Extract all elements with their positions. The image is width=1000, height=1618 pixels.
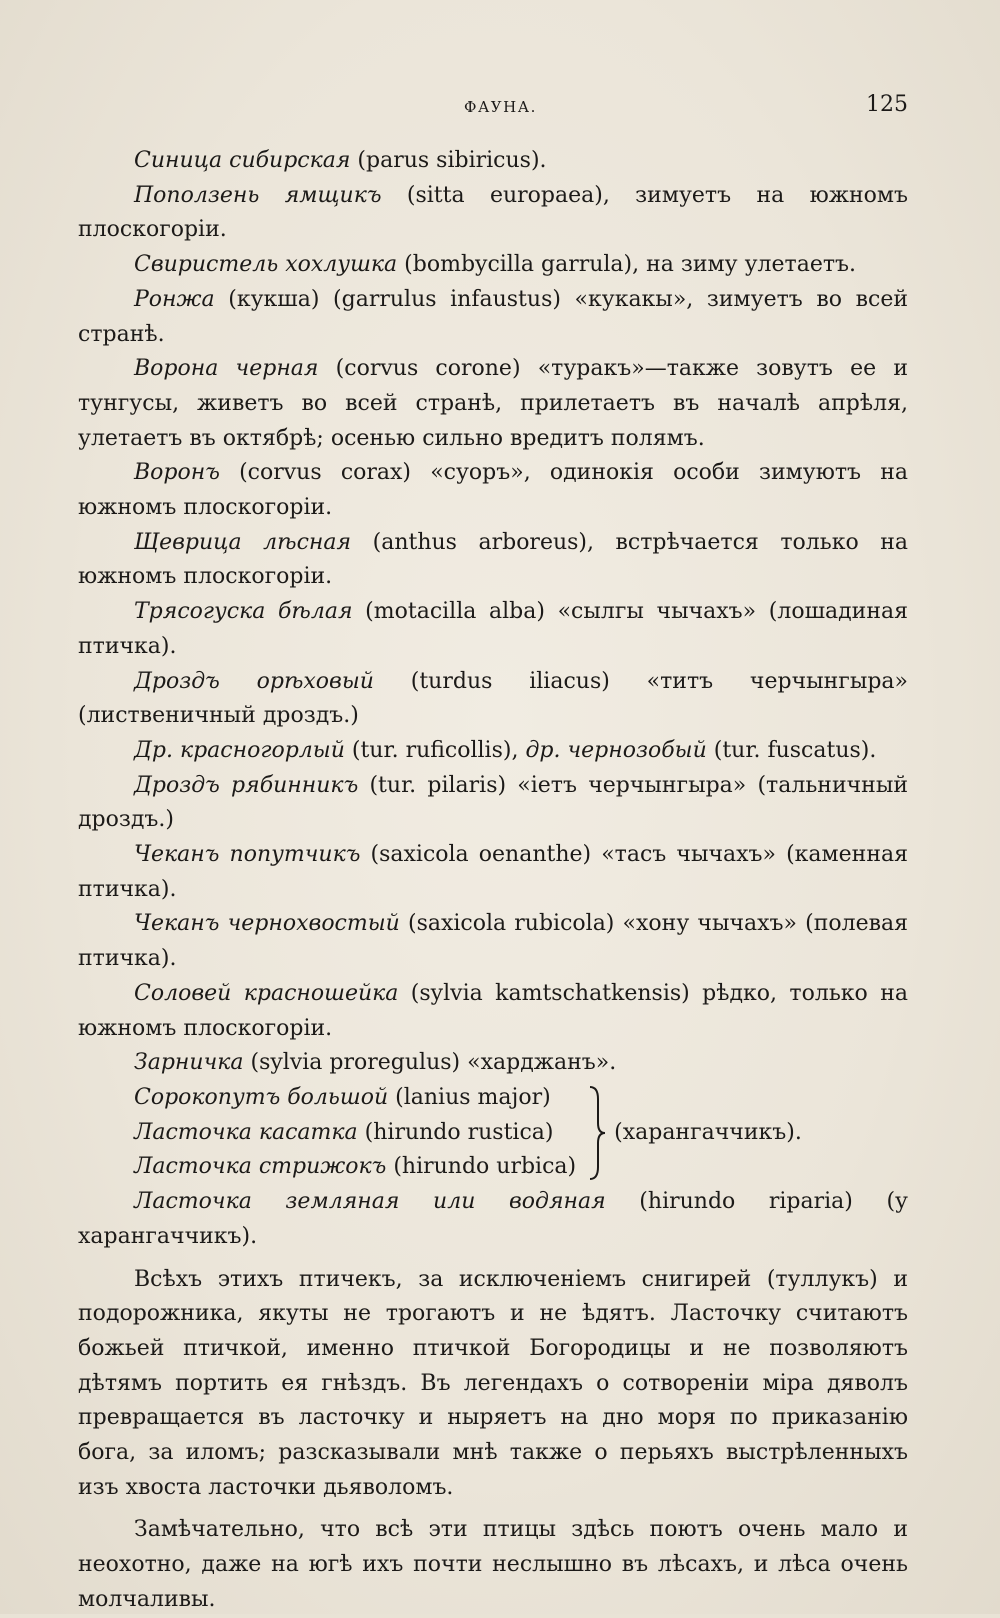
species-name: Дроздъ орѣховый xyxy=(134,668,374,694)
species-name: Воронъ xyxy=(134,460,220,486)
entry xyxy=(78,977,908,1046)
braced-group xyxy=(134,1081,908,1185)
species-name: Ласточка земляная или водяная xyxy=(134,1189,606,1215)
species-desc: (sylvia proregulus) «харджанъ». xyxy=(243,1050,617,1076)
species-desc: (hirundo rustica) xyxy=(357,1119,554,1145)
species-name: Др. красногорлый xyxy=(134,737,345,763)
species-desc: (corvus corone) «туракъ»—также зовутъ ее и тунгусы, живетъ во всей странѣ, прилетаетъ въ началѣ апрѣля, улетаетъ въ октябрѣ; осенью сильно вредитъ полямъ. xyxy=(78,356,908,451)
entry xyxy=(78,665,908,734)
species-desc: (corvus corax) «суоръ», одинокія особи зимуютъ на южномъ плоскогоріи. xyxy=(78,460,908,521)
braced-lines xyxy=(134,1081,576,1185)
species-name: Щеврица лѣсная xyxy=(134,529,352,555)
species-desc: (bombycilla garrula), на зиму улетаетъ. xyxy=(397,252,857,278)
species-name: Ронжа xyxy=(134,286,215,312)
entry xyxy=(134,1081,576,1116)
species-name: Ласточка стрижокъ xyxy=(134,1154,387,1180)
species-desc: (saxicola rubicola) «хону чычахъ» (полевая птичка). xyxy=(78,911,909,972)
entry xyxy=(78,144,908,179)
page-header xyxy=(78,92,908,122)
species-name: Зарничка xyxy=(134,1050,244,1076)
species-desc: (sylvia kamtschatkensis) рѣдко, только на южномъ плоскогоріи. xyxy=(78,980,908,1041)
species-name: Сорокопутъ большой xyxy=(134,1084,389,1110)
entry xyxy=(78,1185,908,1254)
species-name: Чеканъ чернохвостый xyxy=(134,911,400,937)
entry xyxy=(78,179,908,248)
species-name: Синица сибирская xyxy=(134,148,351,173)
paragraph: Всѣхъ этихъ птичекъ, за исключеніемъ снигирей (туллукъ) и подорожника, якуты не трогаютъ и не ѣдятъ. Ласточку считаютъ божьей птичкой, именно птичкой Богородицы и не позволяютъ дѣтямъ портить ея гнѣздъ. Въ легендахъ о сотвореніи міра дяволъ превращается въ ласточку и ныряетъ на дно моря по приказанію бога, за иломъ; разсказывали мнѣ также о перьяхъ выстрѣленныхъ изъ хвоста ласточки дьяволомъ. xyxy=(78,1266,908,1500)
entry xyxy=(78,526,908,595)
species-name: Ласточка касатка xyxy=(134,1119,358,1145)
entry xyxy=(78,769,908,838)
entry xyxy=(134,1116,576,1151)
species-desc: (lanius major) xyxy=(388,1084,551,1110)
species-name: Трясогуска бѣлая xyxy=(134,599,353,625)
group-note: (харангаччикъ). xyxy=(614,1119,802,1145)
entry xyxy=(78,907,908,976)
species-desc: (anthus arboreus), встрѣчается только на южномъ плоскогоріи. xyxy=(78,529,908,590)
running-title: ФАУНА. xyxy=(464,98,537,116)
species-name: др. чернозобый xyxy=(525,737,707,763)
entry xyxy=(78,1046,908,1081)
entry xyxy=(78,283,908,352)
species-desc: (hirundo urbica) xyxy=(386,1154,577,1180)
species-name: Свиристель хохлушка xyxy=(134,252,398,278)
page-number: 125 xyxy=(866,92,908,117)
species-desc: (parus sibiricus). xyxy=(350,148,547,173)
species-name: Чеканъ попутчикъ xyxy=(134,842,361,868)
species-desc: (tur. pilaris) «іетъ черчынгыра» (тальничный дроздъ.) xyxy=(78,772,909,833)
species-desc: (tur. fuscatus). xyxy=(706,737,877,763)
entry xyxy=(78,595,908,664)
paragraph: Замѣчательно, что всѣ эти птицы здѣсь поютъ очень мало и неохотно, даже на югѣ ихъ почти неслышно въ лѣсахъ, и лѣса очень молчаливы. xyxy=(78,1517,908,1612)
species-desc: (tur. ruficollis), xyxy=(344,737,526,763)
species-desc: (motacilla alba) «сылгы чычахъ» (лошадиная птичка). xyxy=(78,599,909,659)
entry xyxy=(78,456,908,525)
entry xyxy=(78,838,908,907)
species-name: Дроздъ рябинникъ xyxy=(134,772,359,798)
entry xyxy=(78,248,908,283)
body-text xyxy=(78,144,908,1618)
species-desc: (кукша) (garrulus infaustus) «кукакы», зимуетъ во всей странѣ. xyxy=(78,286,908,347)
entry xyxy=(134,1150,576,1185)
species-desc: (turdus iliacus) «титъ черчынгыра» (лиственичный дроздъ.) xyxy=(78,668,908,729)
entry xyxy=(78,352,908,456)
right-brace-icon xyxy=(584,1085,610,1181)
species-name: Ворона черная xyxy=(134,356,319,382)
entry xyxy=(78,734,908,769)
species-name: Соловей красношейка xyxy=(134,980,399,1006)
species-name: Поползень ямщикъ xyxy=(134,182,382,208)
species-desc: (hirundo riparia) (у харангаччикъ). xyxy=(78,1189,908,1249)
species-desc: (saxicola oenanthe) «тасъ чычахъ» (каменная птичка). xyxy=(78,842,908,902)
species-desc: (sitta europaea), зимуетъ на южномъ плоскогоріи. xyxy=(78,182,908,243)
